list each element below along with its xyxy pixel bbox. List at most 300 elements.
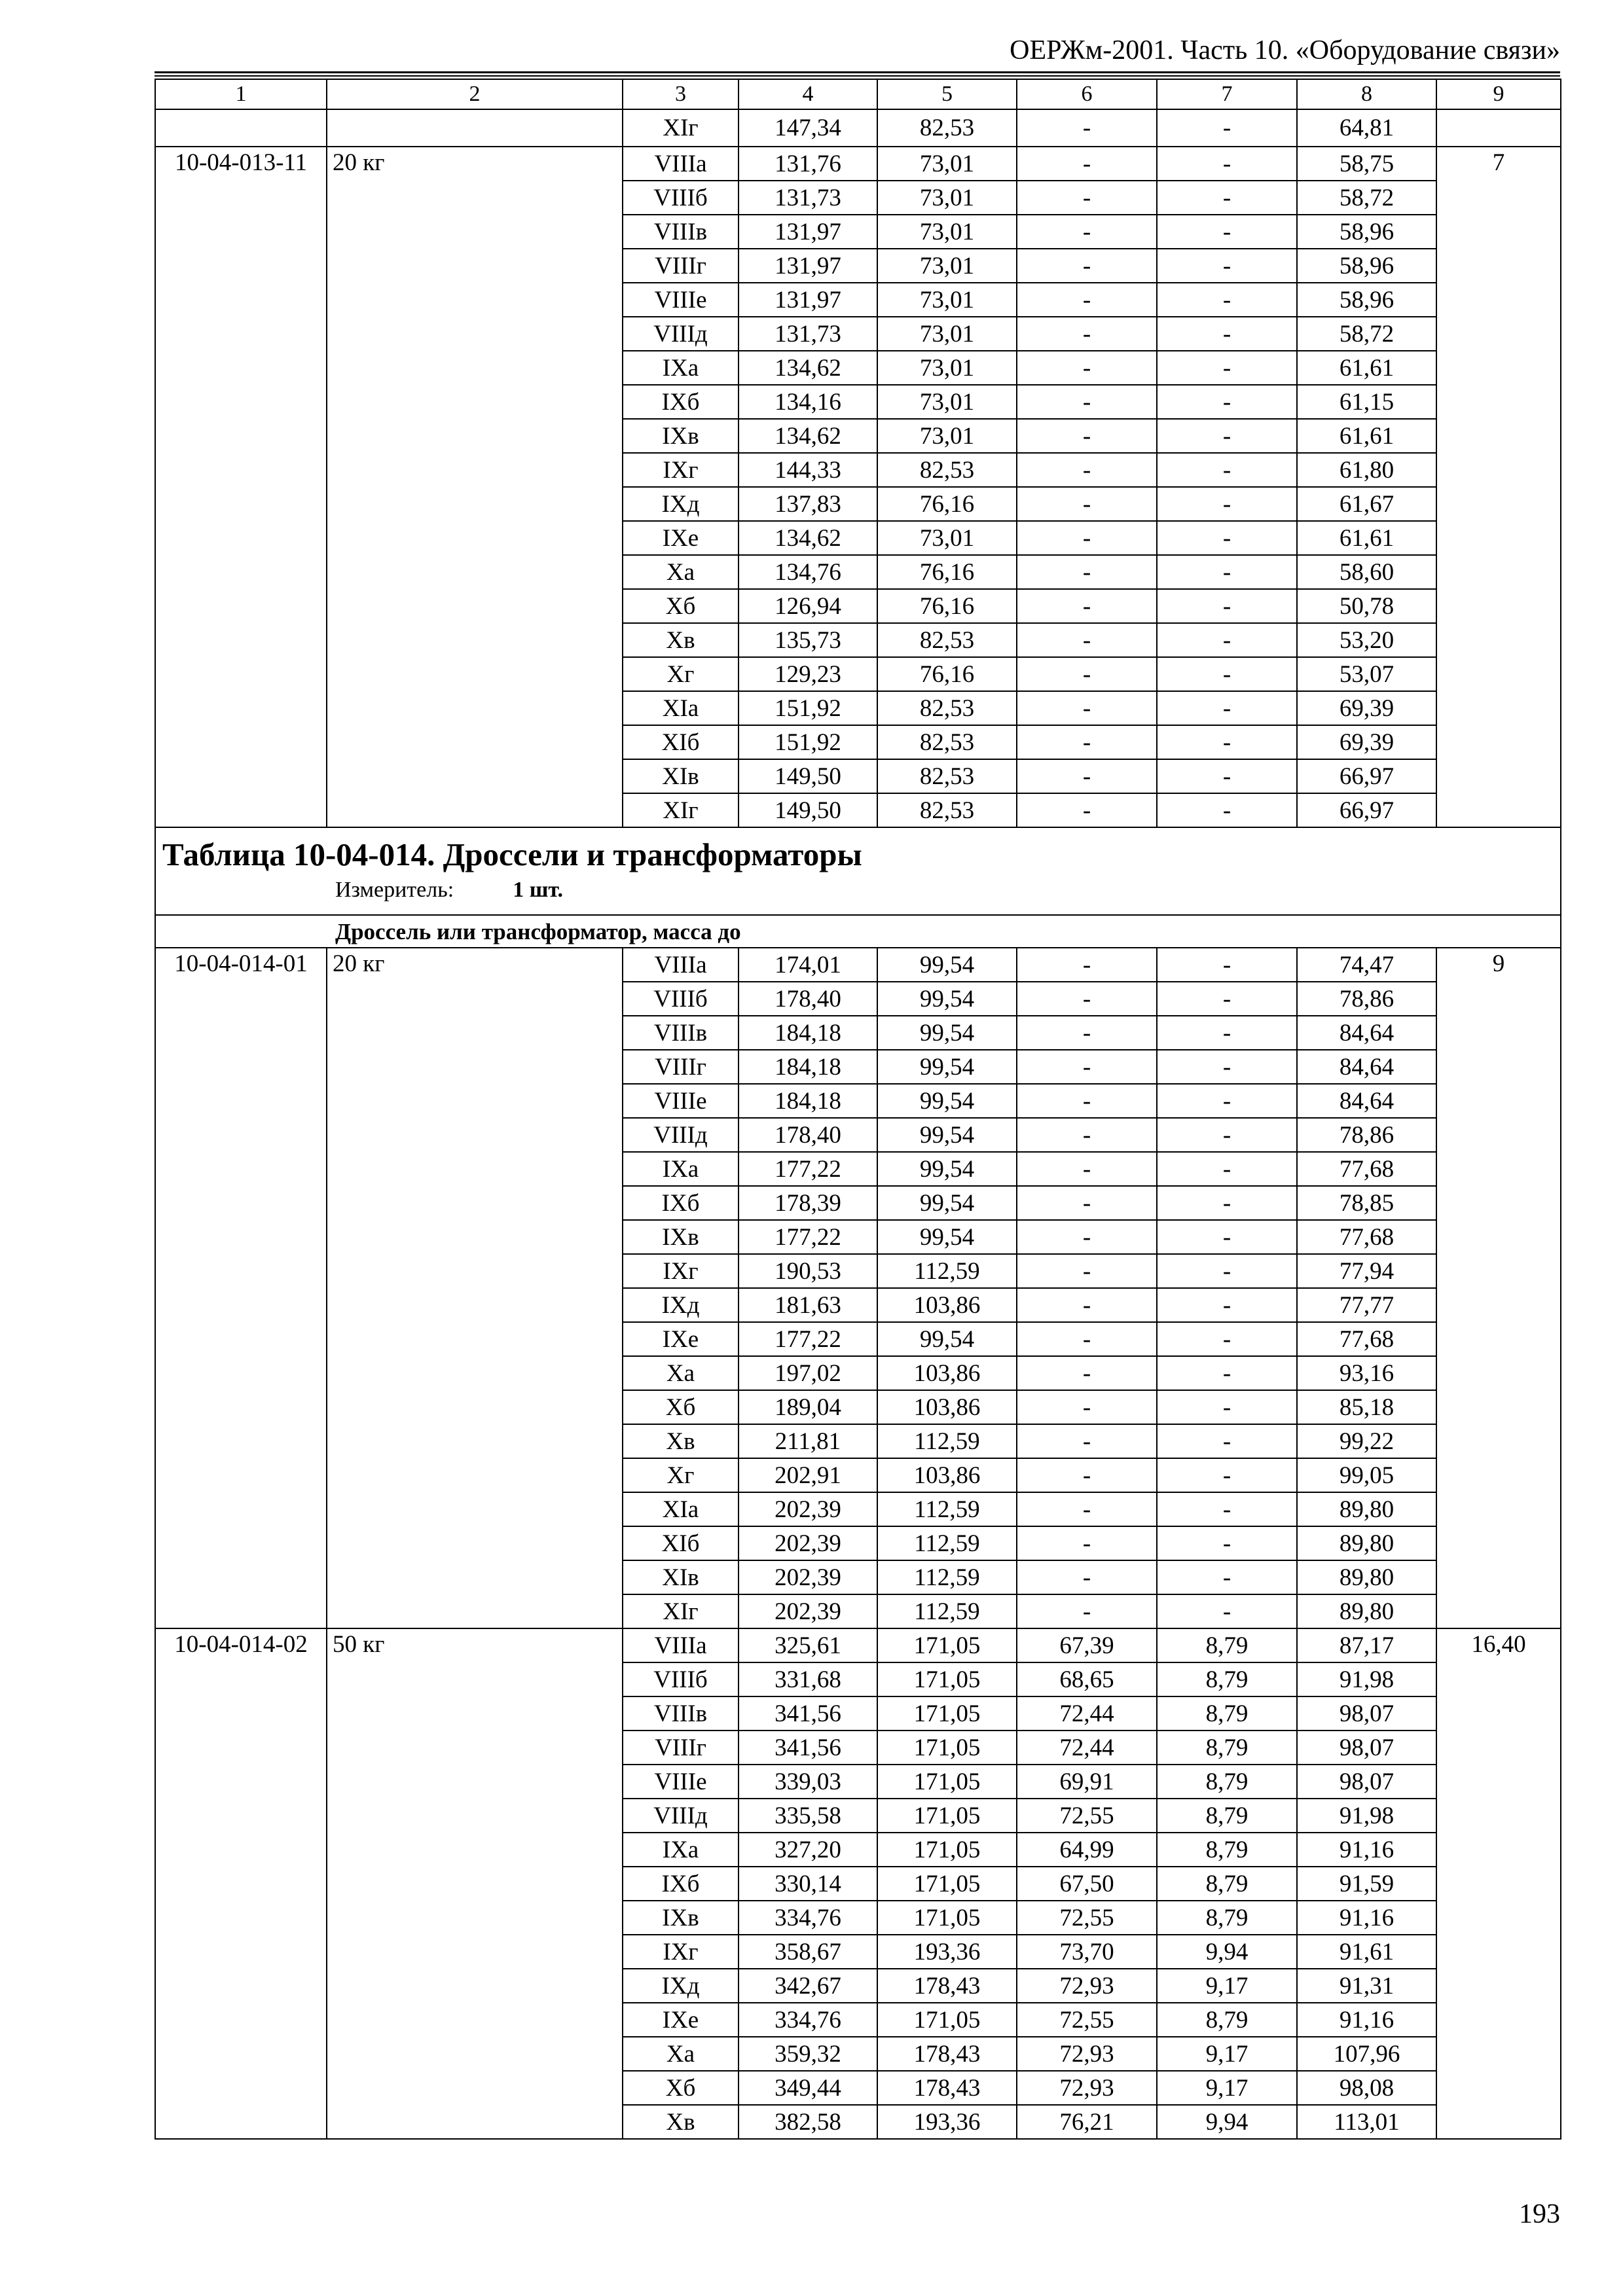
value-cell: 89,80 — [1297, 1594, 1436, 1628]
value-cell: 78,86 — [1297, 982, 1436, 1016]
value-cell: 99,54 — [877, 1084, 1017, 1118]
value-cell: - — [1017, 948, 1157, 982]
value-cell: - — [1157, 283, 1297, 317]
value-cell: 77,68 — [1297, 1152, 1436, 1186]
value-cell: 151,92 — [739, 725, 877, 759]
value-cell: 178,40 — [739, 1118, 877, 1152]
value-cell: XIг — [623, 1594, 739, 1628]
value-cell: 8,79 — [1157, 1765, 1297, 1799]
value-cell: - — [1017, 1050, 1157, 1084]
value-cell: 197,02 — [739, 1356, 877, 1390]
value-cell: 358,67 — [739, 1935, 877, 1969]
value-cell: - — [1017, 351, 1157, 385]
value-cell: - — [1157, 453, 1297, 487]
rates-table — [155, 79, 1561, 2140]
value-cell: - — [1157, 589, 1297, 623]
value-cell: 99,05 — [1297, 1458, 1436, 1492]
value-cell: - — [1017, 283, 1157, 317]
value-cell: IXв — [623, 1220, 739, 1254]
value-cell: 8,79 — [1157, 1628, 1297, 1662]
value-cell: XIа — [623, 1492, 739, 1526]
value-cell: 9,17 — [1157, 2037, 1297, 2071]
value-cell: IXв — [623, 419, 739, 453]
value-cell: 73,01 — [877, 181, 1017, 215]
value-cell: 73,01 — [877, 521, 1017, 555]
value-cell: 98,07 — [1297, 1765, 1436, 1799]
mass-cell — [327, 109, 623, 147]
value-cell: 8,79 — [1157, 1799, 1297, 1833]
value-cell: IXе — [623, 1322, 739, 1356]
value-cell: 68,65 — [1017, 1662, 1157, 1696]
value-cell: - — [1157, 419, 1297, 453]
value-cell: 335,58 — [739, 1799, 877, 1833]
value-cell: - — [1157, 249, 1297, 283]
value-cell: 171,05 — [877, 2003, 1017, 2037]
value-cell: 211,81 — [739, 1424, 877, 1458]
value-cell: 113,01 — [1297, 2105, 1436, 2139]
value-cell: 193,36 — [877, 2105, 1017, 2139]
value-cell: XIв — [623, 759, 739, 793]
value-cell: Xг — [623, 1458, 739, 1492]
value-cell: 8,79 — [1157, 1833, 1297, 1867]
value-cell: - — [1017, 1492, 1157, 1526]
column-9-cell: 9 — [1436, 948, 1561, 1628]
value-cell: 177,22 — [739, 1152, 877, 1186]
value-cell: - — [1157, 691, 1297, 725]
value-cell: 50,78 — [1297, 589, 1436, 623]
value-cell: 184,18 — [739, 1050, 877, 1084]
value-cell: 178,39 — [739, 1186, 877, 1220]
value-cell: 77,77 — [1297, 1288, 1436, 1322]
value-cell: VIIIб — [623, 982, 739, 1016]
value-cell: 91,98 — [1297, 1662, 1436, 1696]
mass-cell: 50 кг — [327, 1628, 623, 2139]
value-cell: 53,20 — [1297, 623, 1436, 657]
value-cell: - — [1017, 1118, 1157, 1152]
value-cell: 202,91 — [739, 1458, 877, 1492]
value-cell: XIб — [623, 725, 739, 759]
column-number-cell: 5 — [877, 79, 1017, 109]
value-cell: 67,39 — [1017, 1628, 1157, 1662]
value-cell: 91,16 — [1297, 1833, 1436, 1867]
value-cell: 99,54 — [877, 948, 1017, 982]
column-number-cell: 3 — [623, 79, 739, 109]
value-cell: 341,56 — [739, 1731, 877, 1765]
value-cell: IXб — [623, 385, 739, 419]
value-cell: - — [1157, 1458, 1297, 1492]
value-cell: - — [1157, 181, 1297, 215]
value-cell: 334,76 — [739, 2003, 877, 2037]
value-cell: 178,43 — [877, 2071, 1017, 2105]
value-cell: XIб — [623, 1526, 739, 1560]
value-cell: 64,99 — [1017, 1833, 1157, 1867]
value-cell: - — [1157, 1084, 1297, 1118]
value-cell: - — [1017, 982, 1157, 1016]
value-cell: - — [1017, 215, 1157, 249]
value-cell: 178,43 — [877, 2037, 1017, 2071]
value-cell: 73,01 — [877, 317, 1017, 351]
value-cell: - — [1017, 249, 1157, 283]
value-cell: 73,70 — [1017, 1935, 1157, 1969]
value-cell: - — [1157, 1526, 1297, 1560]
value-cell: XIв — [623, 1560, 739, 1594]
value-cell: IXг — [623, 1254, 739, 1288]
value-cell: 171,05 — [877, 1731, 1017, 1765]
value-cell: XIг — [623, 793, 739, 827]
value-cell: 66,97 — [1297, 759, 1436, 793]
value-cell: - — [1017, 419, 1157, 453]
value-cell: 58,96 — [1297, 215, 1436, 249]
value-cell: 137,83 — [739, 487, 877, 521]
column-number-row — [155, 79, 1561, 109]
value-cell: 134,62 — [739, 351, 877, 385]
value-cell: 82,53 — [877, 691, 1017, 725]
value-cell: 99,54 — [877, 1152, 1017, 1186]
value-cell: 82,53 — [877, 725, 1017, 759]
value-cell: 112,59 — [877, 1492, 1017, 1526]
value-cell: 135,73 — [739, 623, 877, 657]
value-cell: 99,54 — [877, 982, 1017, 1016]
value-cell: IXе — [623, 521, 739, 555]
value-cell: - — [1017, 657, 1157, 691]
value-cell: VIIIд — [623, 1799, 739, 1833]
value-cell: 72,55 — [1017, 1901, 1157, 1935]
value-cell: - — [1157, 147, 1297, 181]
value-cell: 77,68 — [1297, 1322, 1436, 1356]
value-cell: 74,47 — [1297, 948, 1436, 982]
value-cell: 112,59 — [877, 1560, 1017, 1594]
value-cell: XIа — [623, 691, 739, 725]
value-cell: - — [1157, 1322, 1297, 1356]
value-cell: 171,05 — [877, 1662, 1017, 1696]
value-cell: VIIIа — [623, 948, 739, 982]
value-cell: 193,36 — [877, 1935, 1017, 1969]
value-cell: 112,59 — [877, 1526, 1017, 1560]
value-cell: - — [1157, 1050, 1297, 1084]
value-cell: VIIIа — [623, 147, 739, 181]
value-cell: 58,72 — [1297, 317, 1436, 351]
value-cell: 334,76 — [739, 1901, 877, 1935]
value-cell: 73,01 — [877, 351, 1017, 385]
value-cell: - — [1157, 623, 1297, 657]
value-cell: 77,68 — [1297, 1220, 1436, 1254]
value-cell: 82,53 — [877, 453, 1017, 487]
value-cell: - — [1157, 1118, 1297, 1152]
running-header: ОЕРЖм-2001. Часть 10. «Оборудование связи» — [1010, 35, 1560, 65]
value-cell: - — [1157, 1424, 1297, 1458]
value-cell: IXа — [623, 351, 739, 385]
value-cell: - — [1017, 1152, 1157, 1186]
table-body — [155, 79, 1561, 2139]
value-cell: VIIIг — [623, 249, 739, 283]
value-cell: 84,64 — [1297, 1050, 1436, 1084]
value-cell: XIг — [623, 109, 739, 147]
value-cell: 171,05 — [877, 1833, 1017, 1867]
value-cell: 76,16 — [877, 555, 1017, 589]
value-cell: 99,54 — [877, 1186, 1017, 1220]
value-cell: VIIIе — [623, 1765, 739, 1799]
value-cell: - — [1157, 657, 1297, 691]
measure-line — [162, 879, 1554, 901]
value-cell: 73,01 — [877, 147, 1017, 181]
value-cell: 58,72 — [1297, 181, 1436, 215]
column-number-cell: 2 — [327, 79, 623, 109]
value-cell: IXб — [623, 1186, 739, 1220]
value-cell: 89,80 — [1297, 1492, 1436, 1526]
value-cell: 53,07 — [1297, 657, 1436, 691]
value-cell: IXе — [623, 2003, 739, 2037]
value-cell: 91,16 — [1297, 2003, 1436, 2037]
value-cell: 147,34 — [739, 109, 877, 147]
value-cell: 98,07 — [1297, 1731, 1436, 1765]
value-cell: Xв — [623, 2105, 739, 2139]
value-cell: Xб — [623, 589, 739, 623]
value-cell: 202,39 — [739, 1560, 877, 1594]
value-cell: - — [1017, 1560, 1157, 1594]
value-cell: - — [1157, 1254, 1297, 1288]
value-cell: 131,73 — [739, 317, 877, 351]
value-cell: 103,86 — [877, 1458, 1017, 1492]
value-cell: 131,97 — [739, 215, 877, 249]
value-cell: - — [1157, 1220, 1297, 1254]
value-cell: 202,39 — [739, 1594, 877, 1628]
value-cell: 91,59 — [1297, 1867, 1436, 1901]
value-cell: 331,68 — [739, 1662, 877, 1696]
value-cell: 58,60 — [1297, 555, 1436, 589]
value-cell: 112,59 — [877, 1594, 1017, 1628]
value-cell: - — [1157, 351, 1297, 385]
value-cell: 61,61 — [1297, 419, 1436, 453]
measure-value: 1 шт. — [513, 877, 564, 902]
value-cell: IXв — [623, 1901, 739, 1935]
value-cell: 107,96 — [1297, 2037, 1436, 2071]
value-cell: 91,61 — [1297, 1935, 1436, 1969]
value-cell: 93,16 — [1297, 1356, 1436, 1390]
column-number-cell: 7 — [1157, 79, 1297, 109]
value-cell: 359,32 — [739, 2037, 877, 2071]
value-cell: 82,53 — [877, 623, 1017, 657]
value-cell: - — [1017, 623, 1157, 657]
value-cell: 327,20 — [739, 1833, 877, 1867]
value-cell: 72,55 — [1017, 1799, 1157, 1833]
section-title-cell — [155, 827, 1561, 915]
value-cell: 82,53 — [877, 793, 1017, 827]
section-title-row — [155, 827, 1561, 915]
value-cell: VIIIд — [623, 317, 739, 351]
value-cell: - — [1017, 109, 1157, 147]
value-cell: - — [1017, 793, 1157, 827]
value-cell: 184,18 — [739, 1084, 877, 1118]
value-cell: 77,94 — [1297, 1254, 1436, 1288]
value-cell: - — [1017, 759, 1157, 793]
value-cell: 171,05 — [877, 1765, 1017, 1799]
value-cell: 69,39 — [1297, 691, 1436, 725]
rate-code-cell: 10-04-014-02 — [155, 1628, 327, 2139]
value-cell: - — [1017, 1220, 1157, 1254]
value-cell: 98,07 — [1297, 1696, 1436, 1731]
value-cell: 99,54 — [877, 1118, 1017, 1152]
value-cell: 149,50 — [739, 759, 877, 793]
value-cell: 87,17 — [1297, 1628, 1436, 1662]
value-cell: - — [1017, 1424, 1157, 1458]
value-cell: IXг — [623, 1935, 739, 1969]
header-rule-secondary — [155, 75, 1560, 77]
table-row — [155, 948, 1561, 982]
value-cell: 73,01 — [877, 419, 1017, 453]
value-cell: - — [1157, 1186, 1297, 1220]
value-cell: - — [1157, 555, 1297, 589]
value-cell: 8,79 — [1157, 1696, 1297, 1731]
value-cell: 342,67 — [739, 1969, 877, 2003]
value-cell: - — [1017, 317, 1157, 351]
value-cell: - — [1157, 1288, 1297, 1322]
value-cell: 91,98 — [1297, 1799, 1436, 1833]
value-cell: 66,97 — [1297, 793, 1436, 827]
value-cell: VIIIе — [623, 1084, 739, 1118]
value-cell: 72,44 — [1017, 1731, 1157, 1765]
value-cell: - — [1157, 1152, 1297, 1186]
value-cell: 99,54 — [877, 1322, 1017, 1356]
value-cell: - — [1017, 1288, 1157, 1322]
value-cell: - — [1157, 215, 1297, 249]
value-cell: 89,80 — [1297, 1526, 1436, 1560]
value-cell: - — [1017, 1356, 1157, 1390]
column-number-cell: 1 — [155, 79, 327, 109]
value-cell: IXд — [623, 1288, 739, 1322]
value-cell: - — [1157, 1594, 1297, 1628]
value-cell: 58,96 — [1297, 249, 1436, 283]
value-cell: 181,63 — [739, 1288, 877, 1322]
value-cell: 149,50 — [739, 793, 877, 827]
value-cell: - — [1017, 725, 1157, 759]
value-cell: - — [1157, 1560, 1297, 1594]
value-cell: VIIIв — [623, 1016, 739, 1050]
mass-cell: 20 кг — [327, 948, 623, 1628]
value-cell: - — [1157, 982, 1297, 1016]
column-9-cell: 7 — [1436, 147, 1561, 827]
value-cell: 99,54 — [877, 1050, 1017, 1084]
value-cell: 126,94 — [739, 589, 877, 623]
value-cell: Xа — [623, 2037, 739, 2071]
column-number-cell: 8 — [1297, 79, 1436, 109]
value-cell: 76,21 — [1017, 2105, 1157, 2139]
value-cell: 91,16 — [1297, 1901, 1436, 1935]
value-cell: 72,93 — [1017, 1969, 1157, 2003]
value-cell: 171,05 — [877, 1867, 1017, 1901]
value-cell: 325,61 — [739, 1628, 877, 1662]
value-cell: 82,53 — [877, 109, 1017, 147]
value-cell: - — [1017, 1186, 1157, 1220]
mass-cell: 20 кг — [327, 147, 623, 827]
value-cell: 61,15 — [1297, 385, 1436, 419]
value-cell: 103,86 — [877, 1356, 1017, 1390]
rate-code-cell — [155, 109, 327, 147]
value-cell: 9,17 — [1157, 1969, 1297, 2003]
value-cell: 134,62 — [739, 521, 877, 555]
value-cell: 330,14 — [739, 1867, 877, 1901]
value-cell: 171,05 — [877, 1696, 1017, 1731]
section-subheading: Дроссель или трансформатор, масса до — [155, 915, 1561, 948]
value-cell: - — [1017, 691, 1157, 725]
value-cell: 178,40 — [739, 982, 877, 1016]
value-cell: 8,79 — [1157, 2003, 1297, 2037]
value-cell: 382,58 — [739, 2105, 877, 2139]
value-cell: 73,01 — [877, 215, 1017, 249]
value-cell: - — [1157, 948, 1297, 982]
value-cell: VIIIе — [623, 283, 739, 317]
value-cell: 72,44 — [1017, 1696, 1157, 1731]
page-number: 193 — [1519, 2199, 1560, 2229]
column-9-cell — [1436, 109, 1561, 147]
value-cell: - — [1157, 521, 1297, 555]
value-cell: VIIIв — [623, 215, 739, 249]
value-cell: 99,54 — [877, 1016, 1017, 1050]
value-cell: IXд — [623, 1969, 739, 2003]
value-cell: - — [1157, 1356, 1297, 1390]
value-cell: 131,73 — [739, 181, 877, 215]
value-cell: VIIIд — [623, 1118, 739, 1152]
table-row — [155, 147, 1561, 181]
value-cell: 84,64 — [1297, 1084, 1436, 1118]
value-cell: 67,50 — [1017, 1867, 1157, 1901]
value-cell: Xв — [623, 623, 739, 657]
value-cell: - — [1017, 385, 1157, 419]
value-cell: 76,16 — [877, 657, 1017, 691]
value-cell: - — [1017, 1084, 1157, 1118]
header-rule — [155, 71, 1560, 73]
value-cell: IXб — [623, 1867, 739, 1901]
column-9-cell: 16,40 — [1436, 1628, 1561, 2139]
value-cell: - — [1017, 453, 1157, 487]
value-cell: 84,64 — [1297, 1016, 1436, 1050]
value-cell: 99,54 — [877, 1220, 1017, 1254]
value-cell: - — [1157, 759, 1297, 793]
value-cell: 73,01 — [877, 249, 1017, 283]
value-cell: 178,43 — [877, 1969, 1017, 2003]
value-cell: 171,05 — [877, 1799, 1017, 1833]
value-cell: - — [1157, 725, 1297, 759]
value-cell: 131,97 — [739, 283, 877, 317]
value-cell: 8,79 — [1157, 1901, 1297, 1935]
value-cell: IXг — [623, 453, 739, 487]
table-row — [155, 109, 1561, 147]
value-cell: - — [1017, 555, 1157, 589]
value-cell: 78,85 — [1297, 1186, 1436, 1220]
value-cell: 73,01 — [877, 385, 1017, 419]
value-cell: - — [1017, 1526, 1157, 1560]
value-cell: 103,86 — [877, 1390, 1017, 1424]
value-cell: - — [1157, 1492, 1297, 1526]
value-cell: Xа — [623, 1356, 739, 1390]
value-cell: 72,93 — [1017, 2037, 1157, 2071]
value-cell: 171,05 — [877, 1901, 1017, 1935]
value-cell: 64,81 — [1297, 109, 1436, 147]
value-cell: IXа — [623, 1833, 739, 1867]
value-cell: 76,16 — [877, 487, 1017, 521]
value-cell: 177,22 — [739, 1220, 877, 1254]
value-cell: 8,79 — [1157, 1731, 1297, 1765]
value-cell: Xб — [623, 1390, 739, 1424]
value-cell: 76,16 — [877, 589, 1017, 623]
value-cell: - — [1157, 1016, 1297, 1050]
value-cell: 72,93 — [1017, 2071, 1157, 2105]
value-cell: 61,80 — [1297, 453, 1436, 487]
value-cell: 339,03 — [739, 1765, 877, 1799]
value-cell: 82,53 — [877, 759, 1017, 793]
value-cell: 69,39 — [1297, 725, 1436, 759]
value-cell: 85,18 — [1297, 1390, 1436, 1424]
value-cell: 144,33 — [739, 453, 877, 487]
